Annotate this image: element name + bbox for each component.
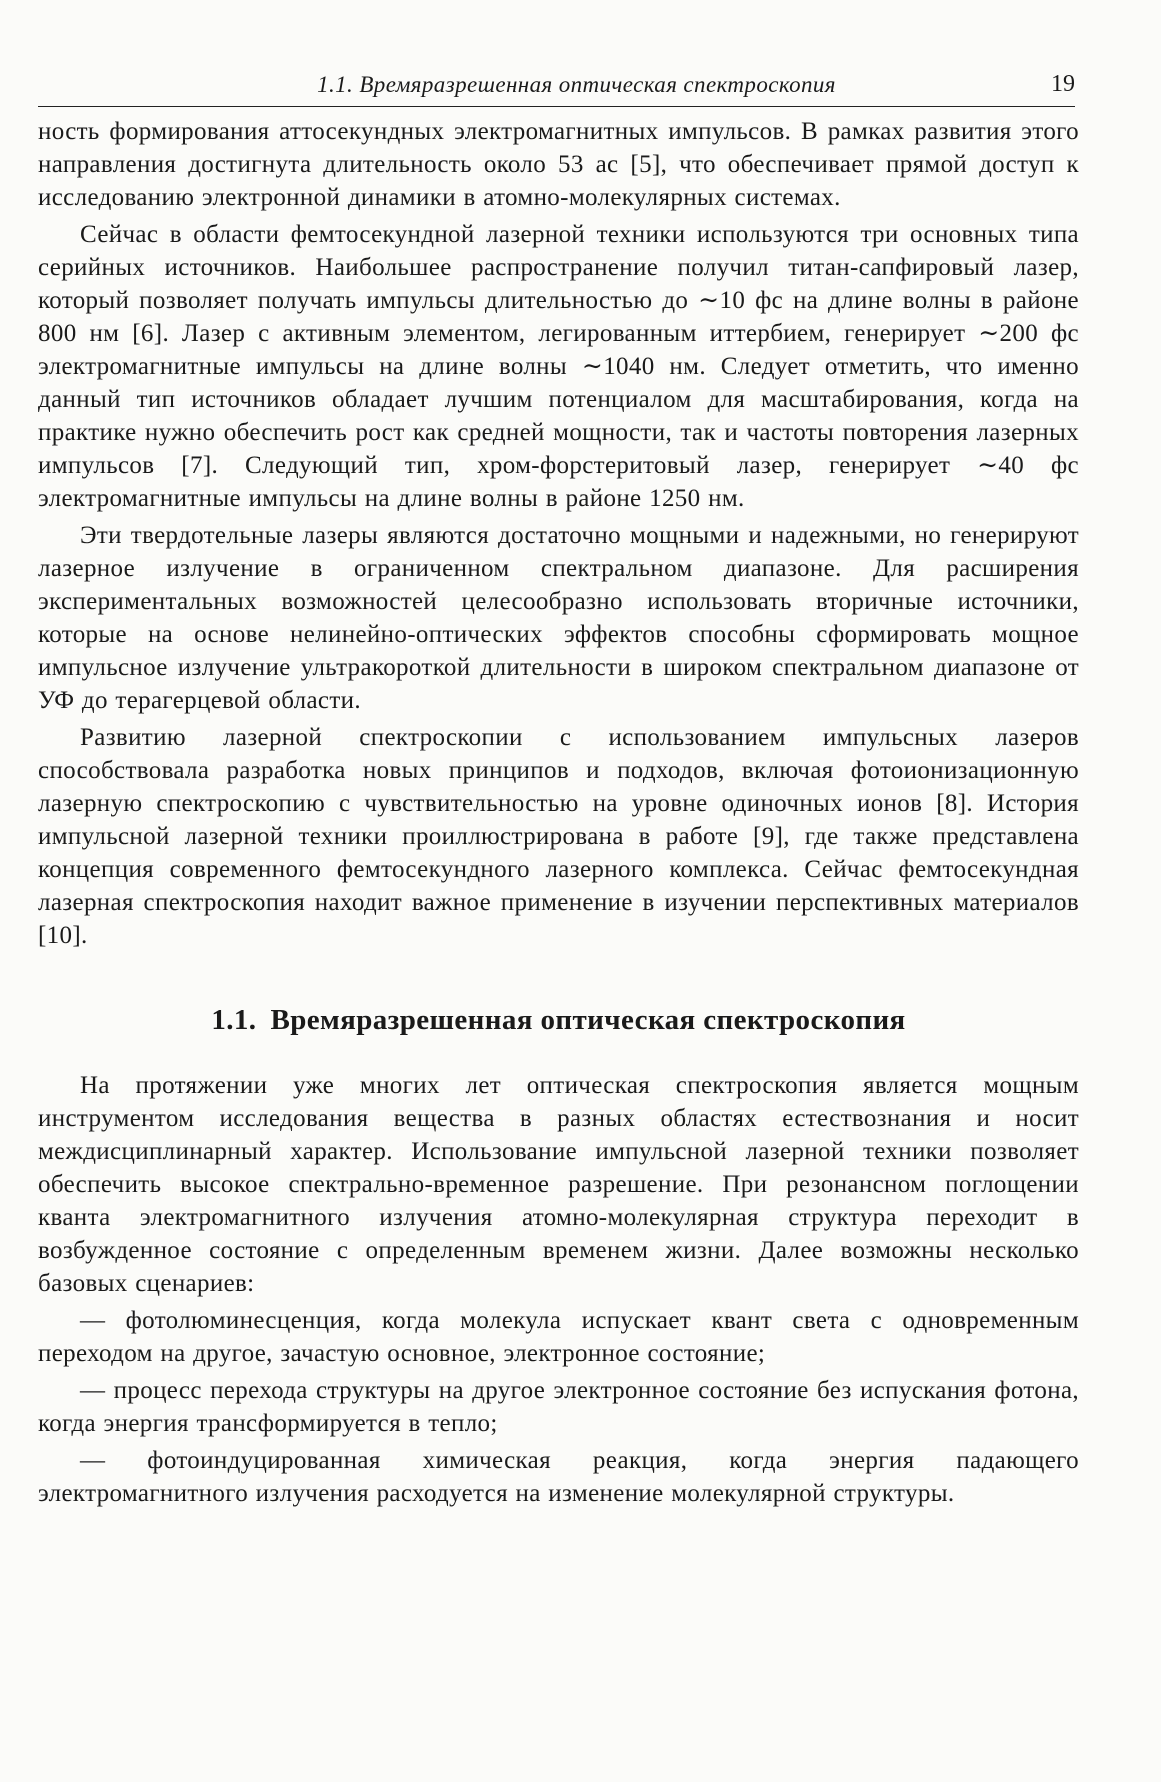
section-number: 1.1. bbox=[211, 1004, 257, 1036]
list-item-photoluminescence: — фотолюминесценция, когда молекула испускает квант света с одновременным переходом на другое, зачастую основное, электронное состояние; bbox=[38, 1307, 1079, 1367]
paragraph-section-intro: На протяжении уже многих лет оптическая спектроскопия является мощным инструментом исследования вещества в разных областях естествознания и носит междисциплинарный характер. Использование импульсной лазерной техники позволяет обеспечить высокое спектрально-временное разрешение. При резонансном поглощении кванта электромагнитного излучения атомно-молекулярная структура переходит в возбужденное состояние с определенным временем жизни. Далее возможны несколько базовых сценариев: bbox=[38, 1072, 1079, 1297]
paragraph-continuation: ность формирования аттосекундных электромагнитных импульсов. В рамках развития этого направления достигнута длительность около 53 ас [5], что обеспечивает прямой доступ к исследованию электронной динамики в атомно-молекулярных системах. bbox=[38, 118, 1079, 211]
paragraph-secondary-sources: Эти твердотельные лазеры являются достаточно мощными и надежными, но генерируют лазерное излучение в ограниченном спектральном диапазоне. Для расширения экспериментальных возможностей целесообразно использовать вторичные источники, которые на основе нелинейно-оптических эффектов способны сформировать мощное импульсное излучение ультракороткой длительности в широком спектральном диапазоне от УФ до терагерцевой области. bbox=[38, 522, 1079, 714]
section-heading bbox=[38, 1004, 1079, 1037]
page-number: 19 bbox=[1051, 71, 1075, 97]
section-title: Времяразрешенная оптическая спектроскопия bbox=[270, 1004, 906, 1036]
list-item-photoinduced-reaction: — фотоиндуцированная химическая реакция, когда энергия падающего электромагнитного излучения расходуется на изменение молекулярной структуры. bbox=[38, 1447, 1079, 1507]
paragraph-laser-sources: Сейчас в области фемтосекундной лазерной техники используются три основных типа серийных источников. Наибольшее распространение получил титан-сапфировый лазер, который позволяет получать импульсы длительностью до ∼10 фс на длине волны в районе 800 нм [6]. Лазер с активным элементом, легированным иттербием, генерирует ∼200 фс электромагнитные импульсы на длине волны ∼1040 нм. Следует отметить, что именно данный тип источников обладает лучшим потенциалом для масштабирования, когда на практике нужно обеспечить рост как средней мощности, так и частоты повторения лазерных импульсов [7]. Следующий тип, хром-форстеритовый лазер, генерирует ∼40 фс электромагнитные импульсы на длине волны в районе 1250 нм. bbox=[38, 221, 1079, 512]
page-content bbox=[38, 115, 1079, 1510]
running-title: 1.1. Времяразрешенная оптическая спектроскопия bbox=[317, 72, 836, 97]
paragraph-spectroscopy-history: Развитию лазерной спектроскопии с использованием импульсных лазеров способствовала разработка новых принципов и подходов, включая фотоионизационную лазерную спектроскопию с чувствительностью на уровне одиночных ионов [8]. История импульсной лазерной техники проиллюстрирована в работе [9], где также представлена концепция современного фемтосекундного лазерного комплекса. Сейчас фемтосекундная лазерная спектроскопия находит важное применение в изучении перспективных материалов [10]. bbox=[38, 724, 1079, 949]
list-item-nonradiative-transition: — процесс перехода структуры на другое электронное состояние без испускания фотона, когда энергия трансформируется в тепло; bbox=[38, 1377, 1079, 1437]
running-header bbox=[38, 70, 1075, 107]
